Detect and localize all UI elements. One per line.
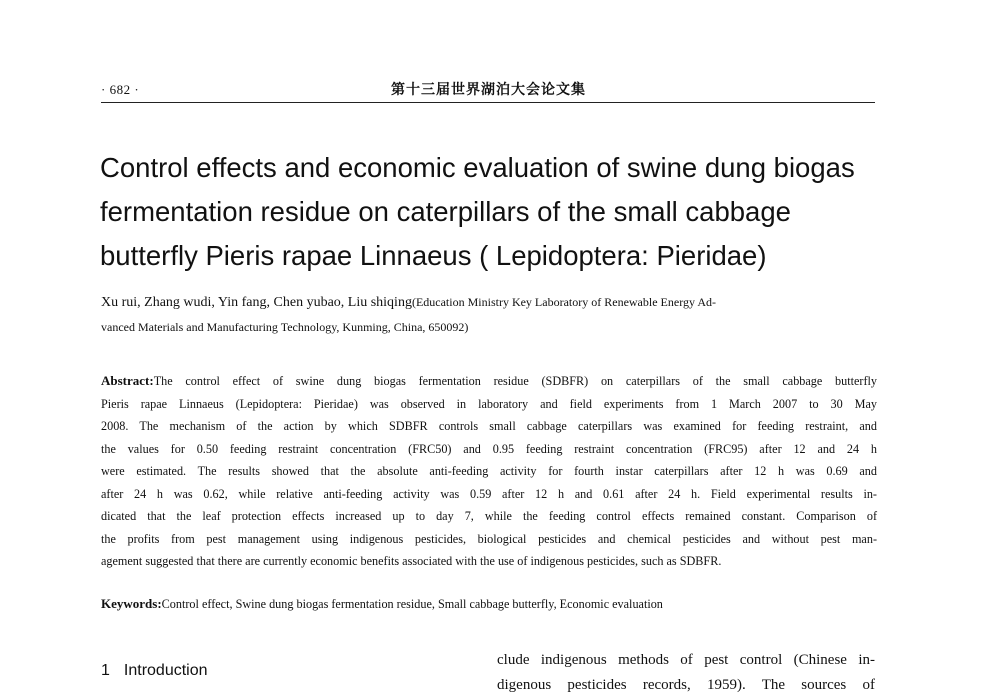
abstract-block <box>101 370 877 573</box>
author-names: Xu rui, Zhang wudi, Yin fang, Chen yubao, Liu shiqing <box>101 295 412 310</box>
authors-line <box>101 290 875 315</box>
affiliation-part1: (Education Ministry Key Laboratory of Renewable Energy Ad- <box>411 295 716 309</box>
journal-title: 第十三届世界湖泊大会论文集 <box>391 82 586 98</box>
section-heading-introduction <box>101 662 208 680</box>
abstract-line: dicated that the leaf protection effects increased up to day 7, while the feeding control effects remained constant. Comparison of <box>101 509 877 523</box>
abstract-label: Abstract: <box>101 373 154 388</box>
paper-title <box>100 146 900 278</box>
body-column-right <box>497 648 875 698</box>
keywords-text: Control effect, Swine dung biogas fermentation residue, Small cabbage butterfly, Economic evaluation <box>161 597 663 611</box>
keywords-label: Keywords: <box>101 596 162 611</box>
abstract-line: the profits from pest management using indigenous pesticides, biological pesticides and chemical pesticides and without pest man- <box>101 531 877 546</box>
section-number: 1 <box>101 662 110 679</box>
abstract-line: Pieris rapae Linnaeus (Lepidoptera: Pieridae) was observed in laboratory and field experiments from 1 March 2007 to 30 May <box>101 396 877 411</box>
abstract-line <box>101 370 877 393</box>
abstract-line: agement suggested that there are currently economic benefits associated with the use of indigenous pesticides, such as SDBFR. <box>101 554 722 568</box>
title-line: Control effects and economic evaluation of swine dung biogas <box>100 152 855 183</box>
affiliation-part2: vanced Materials and Manufacturing Technology, Kunming, China, 650092) <box>101 320 469 334</box>
body-line: digenous pesticides records, 1959). The sources of <box>497 677 875 693</box>
page-number: · 682 · <box>101 82 140 97</box>
running-header <box>101 76 875 103</box>
abstract-first-line: The control effect of swine dung biogas fermentation residue (SDBFR) on caterpillars of the small cabbage butterfly <box>153 374 877 388</box>
title-line: butterfly Pieris rapae Linnaeus ( Lepidoptera: Pieridae) <box>100 240 767 271</box>
abstract-line: were estimated. The results showed that the absolute anti-feeding activity for fourth instar caterpillars after 12 h was 0.69 and <box>101 464 877 478</box>
section-title: Introduction <box>123 662 208 679</box>
abstract-line: after 24 h was 0.62, while relative anti-feeding activity was 0.59 after 12 h and 0.61 after 24 h. Field experimental results in- <box>101 486 877 501</box>
title-line: fermentation residue on caterpillars of the small cabbage <box>100 196 791 227</box>
keywords-block <box>101 593 877 615</box>
authors-block <box>101 290 875 339</box>
abstract-line: 2008. The mechanism of the action by which SDBFR controls small cabbage caterpillars was examined for feeding restraint, and <box>101 419 877 433</box>
abstract-line: the values for 0.50 feeding restraint concentration (FRC50) and 0.95 feeding restraint concentration (FRC95) after 12 and 24 h <box>101 441 877 456</box>
body-line: clude indigenous methods of pest control (Chinese in- <box>497 652 875 668</box>
